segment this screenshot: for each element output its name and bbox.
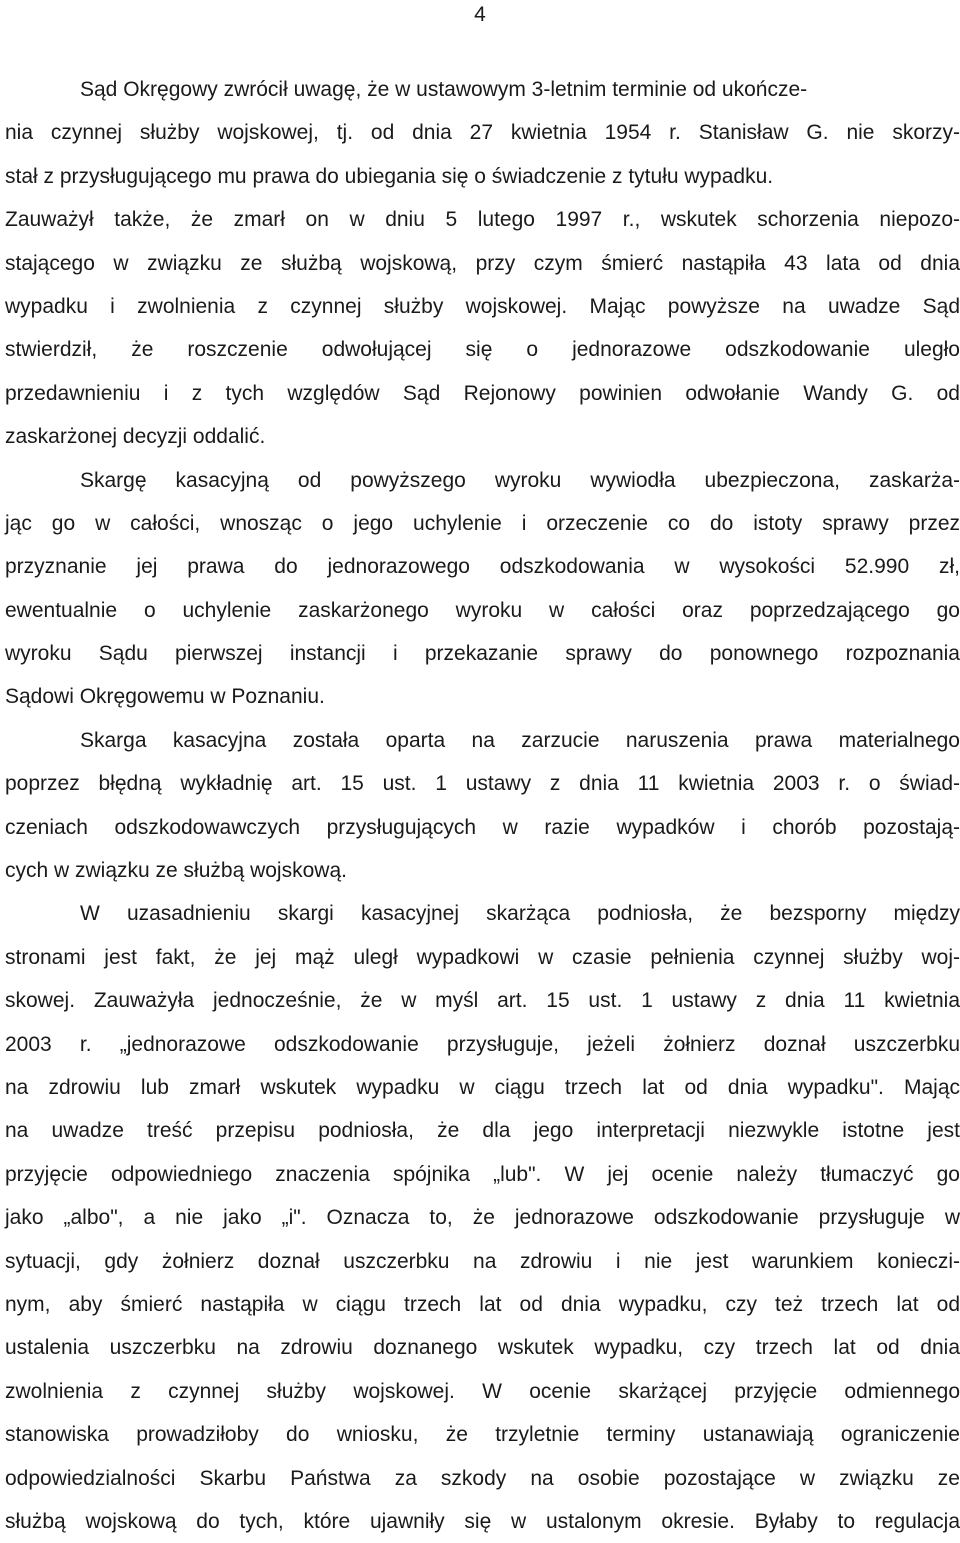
text-line: stał z przysługującego mu prawa do ubiegania się o świadczenie z tytułu wypadku. — [5, 164, 774, 188]
text-line: cych w związku ze służbą wojskową. — [5, 859, 347, 883]
text-line: sytuacji, gdy żołnierz doznał uszczerbku na zdrowiu i nie jest warunkiem konieczi- — [5, 1249, 960, 1273]
text-line: jako „albo", a nie jako „i". Oznacza to, że jednorazowe odszkodowanie przysługuje w — [5, 1206, 960, 1230]
text-line: zaskarżonej decyzji oddalić. — [5, 425, 266, 449]
text-line: nym, aby śmierć nastąpiła w ciągu trzech lat od dnia wypadku, czy też trzech lat od — [5, 1292, 960, 1316]
text-line: na zdrowiu lub zmarł wskutek wypadku w ciągu trzech lat od dnia wypadku". Mając — [5, 1075, 960, 1099]
text-line: ustalenia uszczerbku na zdrowiu doznanego wskutek wypadku, czy trzech lat od dnia — [5, 1336, 960, 1360]
text-line: na uwadze treść przepisu podniosła, że dla jego interpretacji niezwykle istotne jest — [5, 1119, 960, 1143]
text-line: skowej. Zauważyła jednocześnie, że w myśl art. 15 ust. 1 ustawy z dnia 11 kwietnia — [5, 989, 960, 1013]
text-line: Zauważył także, że zmarł on w dniu 5 lutego 1997 r., wskutek schorzenia niepozo- — [5, 208, 960, 232]
text-line: stronami jest fakt, że jej mąż uległ wypadkowi w czasie pełnienia czynnej służby woj- — [5, 945, 960, 969]
text-line: stającego w związku ze służbą wojskową, przy czym śmierć nastąpiła 43 lata od dnia — [5, 251, 960, 275]
text-line: przyznanie jej prawa do jednorazowego odszkodowania w wysokości 52.990 zł, — [5, 555, 960, 579]
text-line: przedawnieniu i z tych względów Sąd Rejonowy powinien odwołanie Wandy G. od — [5, 381, 960, 405]
text-line: poprzez błędną wykładnię art. 15 ust. 1 ustawy z dnia 11 kwietnia 2003 r. o świad- — [5, 772, 960, 796]
text-line: czeniach odszkodowawczych przysługujących w razie wypadków i chorób pozostają- — [5, 815, 960, 839]
text-line: jąc go w całości, wnosząc o jego uchylenie i orzeczenie co do istoty sprawy przez — [5, 511, 960, 535]
text-line: odpowiedzialności Skarbu Państwa za szkody na osobie pozostające w związku ze — [5, 1466, 960, 1490]
text-line: Sąd Okręgowy zwrócił uwagę, że w ustawowym 3-letnim terminie od ukończe- — [80, 78, 808, 101]
text-line: Sądowi Okręgowemu w Poznaniu. — [5, 685, 325, 709]
text-line: stwierdził, że roszczenie odwołującej się o jednorazowe odszkodowanie uległo — [5, 338, 960, 362]
text-line: Skargę kasacyjną od powyższego wyroku wywiodła ubezpieczona, zaskarża- — [80, 468, 960, 492]
text-line: stanowiska prowadziłoby do wniosku, że trzyletnie terminy ustanawiają ograniczenie — [5, 1423, 960, 1447]
text-line: zwolnienia z czynnej służby wojskowej. W ocenie skarżącej przyjęcie odmiennego — [5, 1379, 960, 1403]
text-line: wypadku i zwolnienia z czynnej służby wojskowej. Mając powyższe na uwadze Sąd — [5, 294, 960, 318]
document-body — [5, 68, 960, 1543]
text-line: ewentualnie o uchylenie zaskarżonego wyroku w całości oraz poprzedzającego go — [5, 598, 960, 622]
page-number: 4 — [474, 3, 486, 26]
text-line: nia czynnej służby wojskowej, tj. od dnia 27 kwietnia 1954 r. Stanisław G. nie skorzy- — [5, 121, 960, 145]
text-line: Skarga kasacyjna została oparta na zarzucie naruszenia prawa materialnego — [80, 728, 960, 752]
text-line: przyjęcie odpowiedniego znaczenia spójnika „lub". W jej ocenie należy tłumaczyć go — [5, 1162, 960, 1186]
text-line: W uzasadnieniu skargi kasacyjnej skarżąca podniosła, że bezsporny między — [80, 902, 960, 926]
text-line: 2003 r. „jednorazowe odszkodowanie przysługuje, jeżeli żołnierz doznał uszczerbku — [5, 1032, 960, 1056]
text-line: służbą wojskową do tych, które ujawniły się w ustalonym okresie. Byłaby to regulacja — [5, 1509, 960, 1533]
text-line: wyroku Sądu pierwszej instancji i przekazanie sprawy do ponownego rozpoznania — [5, 642, 960, 666]
